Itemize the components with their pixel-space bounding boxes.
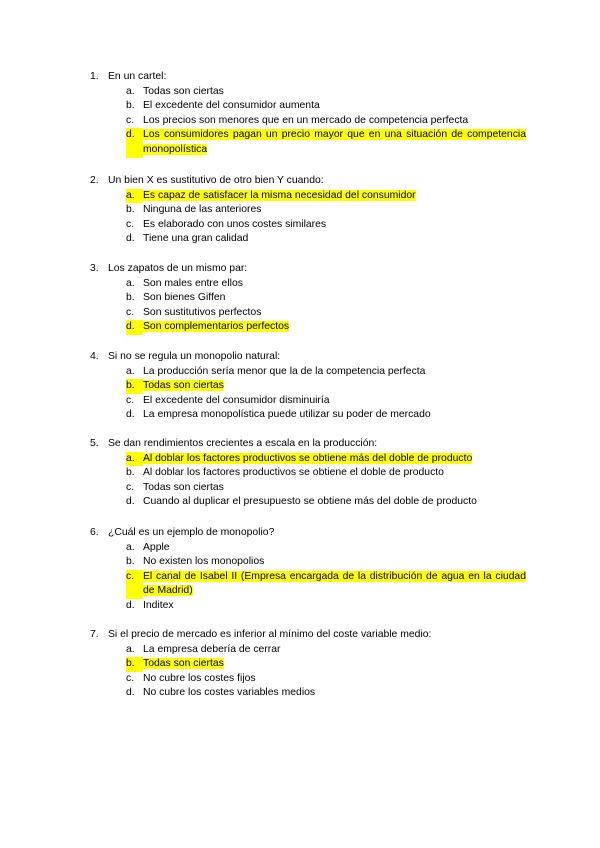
highlighted-answer: Es capaz de satisfacer la misma necesidad del consumidor	[143, 189, 416, 201]
options-list	[90, 277, 530, 335]
option-a	[126, 277, 526, 292]
option-b-highlighted	[126, 379, 526, 394]
option-letter: a.	[126, 85, 135, 97]
option-d	[126, 495, 526, 510]
option-d-highlighted	[126, 320, 526, 335]
option-c	[126, 306, 526, 321]
option-letter: d.	[126, 233, 135, 245]
options-list	[90, 85, 530, 158]
option-letter: b.	[126, 556, 135, 568]
option-letter: d.	[126, 320, 143, 335]
option-letter: b.	[126, 657, 143, 672]
question-number: 7.	[90, 629, 99, 640]
option-text: Es elaborado con unos costes similares	[143, 218, 327, 230]
question-number: 6.	[90, 527, 99, 538]
question-text: Si el precio de mercado es inferior al mínimo del coste variable medio:	[108, 629, 432, 640]
option-text: Cuando al duplicar el presupuesto se obtiene más del doble de producto	[143, 496, 477, 508]
option-letter: d.	[126, 599, 135, 611]
option-letter: b.	[126, 467, 135, 479]
option-text: El excedente del consumidor aumenta	[143, 100, 320, 112]
options-list	[90, 452, 530, 510]
option-letter: c.	[126, 114, 135, 126]
option-text: Inditex	[143, 599, 174, 611]
option-d-highlighted	[126, 128, 526, 157]
option-text: Son sustitutivos perfectos	[143, 306, 262, 318]
highlighted-answer: Son complementarios perfectos	[143, 321, 290, 333]
option-text	[143, 189, 526, 204]
question-2	[90, 174, 530, 247]
option-b	[126, 99, 526, 114]
option-letter: b.	[126, 100, 135, 112]
option-text: Al doblar los factores productivos se obtiene el doble de producto	[143, 467, 444, 479]
question-number: 3.	[90, 263, 99, 274]
highlighted-answer: Todas son ciertas	[143, 380, 224, 392]
option-c	[126, 481, 526, 496]
option-letter: a.	[126, 541, 135, 553]
question-text: En un cartel:	[108, 71, 167, 82]
options-list	[90, 541, 530, 614]
option-letter: c.	[126, 218, 135, 230]
option-a	[126, 365, 526, 380]
option-letter: d.	[126, 687, 135, 699]
option-text: No cubre los costes variables medios	[143, 687, 316, 699]
option-text: La producción sería menor que la de la competencia perfecta	[143, 365, 426, 377]
question-4	[90, 350, 530, 423]
option-c	[126, 394, 526, 409]
option-letter: d.	[126, 409, 135, 421]
highlighted-answer: Todas son ciertas	[143, 658, 224, 670]
option-letter: d.	[126, 128, 143, 157]
option-text	[143, 570, 526, 599]
highlighted-answer: Los consumidores pagan un precio mayor que en una situación de competencia monopolística	[143, 129, 526, 155]
option-text: Apple	[143, 541, 170, 553]
option-b	[126, 466, 526, 481]
question-1	[90, 70, 530, 158]
option-a-highlighted	[126, 452, 526, 467]
option-a-highlighted	[126, 189, 526, 204]
option-text	[143, 128, 526, 157]
option-letter: a.	[126, 277, 135, 289]
option-b	[126, 203, 526, 218]
option-c	[126, 218, 526, 233]
option-letter: c.	[126, 570, 143, 599]
option-text: Todas son ciertas	[143, 481, 224, 493]
option-text	[143, 657, 526, 672]
question-text: Un bien X es sustitutivo de otro bien Y cuando:	[108, 175, 324, 186]
option-text: Ninguna de las anteriores	[143, 204, 262, 216]
option-letter: a.	[126, 365, 135, 377]
option-text: Todas son ciertas	[143, 85, 224, 97]
question-number: 2.	[90, 175, 99, 186]
option-letter: a.	[126, 452, 143, 467]
option-letter: a.	[126, 643, 135, 655]
option-letter: a.	[126, 189, 143, 204]
question-text: ¿Cuál es un ejemplo de monopolio?	[108, 527, 275, 538]
option-b	[126, 555, 526, 570]
option-letter: b.	[126, 204, 135, 216]
option-letter: c.	[126, 672, 135, 684]
option-letter: c.	[126, 394, 135, 406]
option-b-highlighted	[126, 657, 526, 672]
question-3	[90, 262, 530, 335]
option-text: El excedente del consumidor disminuiría	[143, 394, 330, 406]
option-text: Son males entre ellos	[143, 277, 243, 289]
option-text	[143, 452, 526, 467]
option-b	[126, 291, 526, 306]
option-text: Tiene una gran calidad	[143, 233, 249, 245]
option-text: Los precios son menores que en un mercado de competencia perfecta	[143, 114, 469, 126]
options-list	[90, 365, 530, 423]
option-text	[143, 320, 526, 335]
option-d	[126, 686, 526, 701]
option-letter: c.	[126, 481, 135, 493]
option-a	[126, 643, 526, 658]
highlighted-answer: Al doblar los factores productivos se obtiene más del doble de producto	[143, 452, 473, 464]
question-number: 5.	[90, 438, 99, 449]
question-7	[90, 628, 530, 701]
question-text: Si no se regula un monopolio natural:	[108, 351, 281, 362]
option-text: No existen los monopolios	[143, 556, 265, 568]
option-c	[126, 114, 526, 129]
option-d	[126, 232, 526, 247]
option-letter: d.	[126, 496, 135, 508]
option-letter: b.	[126, 379, 143, 394]
option-text: La empresa debería de cerrar	[143, 643, 281, 655]
option-text: La empresa monopolística puede utilizar su poder de mercado	[143, 409, 431, 421]
question-5	[90, 437, 530, 510]
question-text: Los zapatos de un mismo par:	[108, 263, 248, 274]
option-text	[143, 379, 526, 394]
question-text: Se dan rendimientos crecientes a escala en la producción:	[108, 438, 378, 449]
option-text: Son bienes Giffen	[143, 292, 226, 304]
option-letter: b.	[126, 292, 135, 304]
option-a	[126, 541, 526, 556]
option-d	[126, 408, 526, 423]
option-a	[126, 85, 526, 100]
option-c	[126, 672, 526, 687]
option-letter: c.	[126, 306, 135, 318]
highlighted-answer: El canal de Isabel II (Empresa encargada de la distribución de agua en la ciudad de Madrid)	[143, 570, 526, 597]
question-6	[90, 526, 530, 614]
question-number: 4.	[90, 351, 99, 362]
option-text: No cubre los costes fijos	[143, 672, 256, 684]
option-c-highlighted	[126, 570, 526, 599]
question-number: 1.	[90, 71, 99, 82]
options-list	[90, 643, 530, 701]
options-list	[90, 189, 530, 247]
option-d	[126, 599, 526, 614]
